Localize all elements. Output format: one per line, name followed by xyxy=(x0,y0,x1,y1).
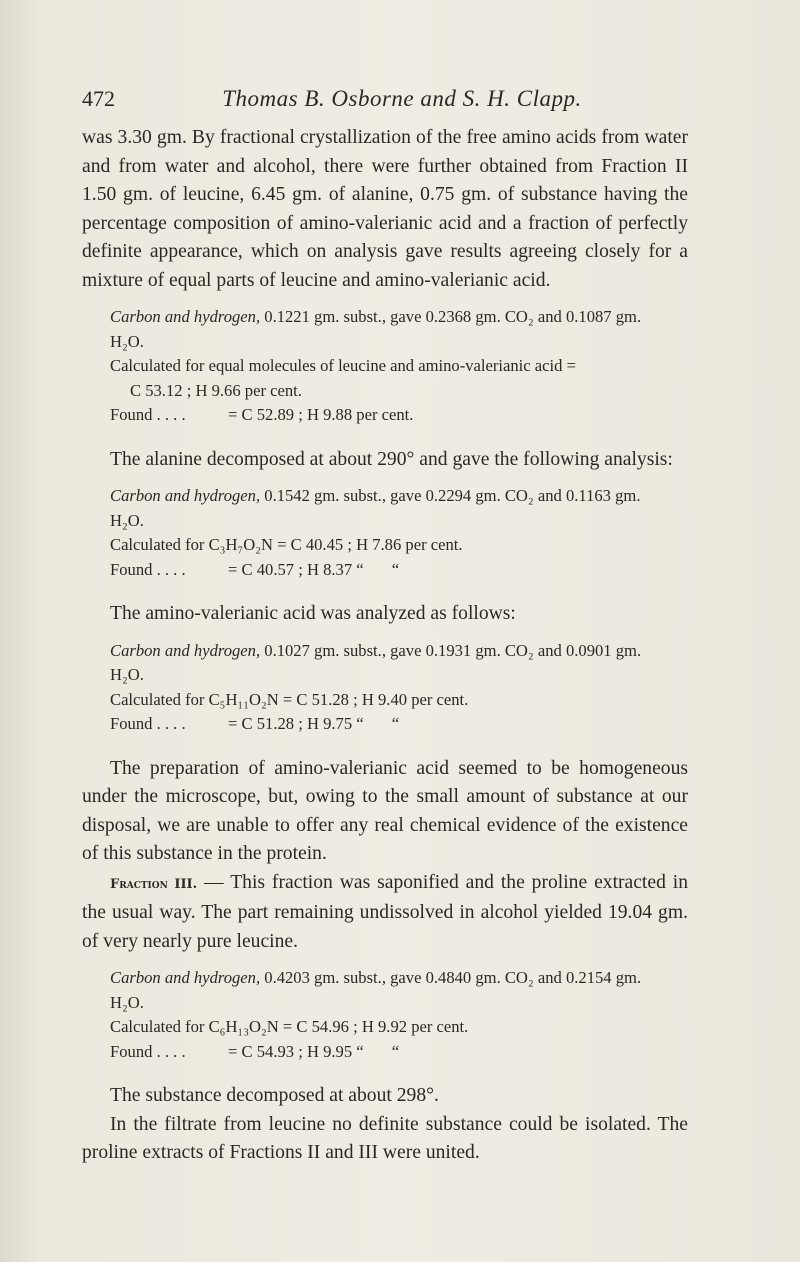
analysis-text: 0.1221 gm. subst., gave 0.2368 gm. CO₂ and 0.1087 gm. xyxy=(264,307,642,326)
analysis-continuation: H₂O. xyxy=(110,510,144,530)
analysis-label: Carbon and hydrogen, xyxy=(110,640,261,660)
analysis-continuation: H₂O. xyxy=(110,992,144,1012)
analysis-continuation: H₂O. xyxy=(110,665,144,684)
paragraph-alanine: The alanine decomposed at about 290° and gave the following analysis: xyxy=(110,448,673,470)
paragraph-amino-valerianic: The amino-valerianic acid was analyzed as follows: xyxy=(110,603,516,624)
found-value: = C 51.28 ; H 9.75 xyxy=(228,714,353,733)
analysis-block-amino-valerianic xyxy=(82,639,688,737)
ditto-marks: “ “ xyxy=(356,1041,412,1061)
analysis-text: 0.4203 gm. subst., gave 0.4840 gm. CO₂ and 0.2154 gm. xyxy=(264,968,642,987)
found-label: Found . . . . xyxy=(110,1041,186,1061)
analysis-line xyxy=(82,484,688,509)
analysis-block-mixture xyxy=(82,305,688,428)
found-line xyxy=(82,1040,688,1065)
analysis-block-alanine xyxy=(82,484,688,582)
analysis-line xyxy=(82,639,688,664)
calculated-line: Calculated for C₅H₁₁O₂N = C 51.28 ; H 9.40 per cent. xyxy=(110,689,469,709)
found-line xyxy=(82,712,688,737)
page-number: 472 xyxy=(82,86,115,111)
analysis-text: 0.1542 gm. subst., gave 0.2294 gm. CO₂ and 0.1163 gm. xyxy=(264,486,641,505)
calculated-line: Calculated for C₃H₇O₂N = C 40.45 ; H 7.86 per cent. xyxy=(110,535,463,554)
found-label: Found . . . . xyxy=(110,559,186,579)
calculated-line: Calculated for equal molecules of leucine and amino-valerianic acid = xyxy=(110,356,576,375)
paragraph-fraction-three xyxy=(82,869,688,957)
analysis-line xyxy=(82,305,688,330)
ditto-marks: “ “ xyxy=(356,559,412,579)
analysis-line xyxy=(82,966,688,991)
paragraph-decomposition: The substance decomposed at about 298°. xyxy=(110,1085,439,1106)
found-value: = C 54.93 ; H 9.95 xyxy=(228,1041,353,1061)
analysis-label: Carbon and hydrogen, xyxy=(110,486,261,505)
found-value: = C 40.57 ; H 8.37 xyxy=(228,559,353,579)
found-label: Found . . . . xyxy=(110,714,186,733)
fraction-text: — This fraction was saponified and the proline extracted in the usual way. The part remaining undissolved in alcohol yielded 19.04 gm. of very nearly pure leucine. xyxy=(82,871,689,952)
ditto-marks: “ “ xyxy=(356,714,412,733)
paragraph-preparation: The preparation of amino-valerianic acid seemed to be homogeneous under the microscope, but, owing to the small amount of substance at our disposal, we are unable to offer any real chemical evidence of the existence of this substance in the protein. xyxy=(82,757,688,864)
paragraph-crystallization: was 3.30 gm. By fractional crystallization of the free amino acids from water and from water and alcohol, there were further obtained from Fraction II 1.50 gm. of leucine, 6.45 gm. of alanine, 0.75 gm. of substance having the percentage composition of amino-valerianic acid and a fraction of perfectly definite appearance, which on analysis gave results agreeing closely for a mixture of equal parts of leucine and amino-valerianic acid. xyxy=(82,127,688,291)
analysis-label: Carbon and hydrogen, xyxy=(110,307,261,326)
found-line xyxy=(82,558,688,583)
found-value: = C 52.89 ; H 9.88 per cent. xyxy=(228,405,414,424)
analysis-continuation: H₂O. xyxy=(110,331,144,351)
fraction-heading: Fraction III. xyxy=(110,876,198,892)
calculated-continuation: C 53.12 ; H 9.66 per cent. xyxy=(130,380,302,400)
page-header xyxy=(82,86,722,118)
running-title: Thomas B. Osborne and S. H. Clapp. xyxy=(222,86,582,111)
found-label: Found . . . . xyxy=(110,405,186,424)
found-line xyxy=(82,403,688,428)
page-body xyxy=(82,124,688,1168)
analysis-block-leucine xyxy=(82,966,688,1064)
paragraph-filtrate: In the filtrate from leucine no definite substance could be isolated. The proline extracts of Fractions II and III were united. xyxy=(82,1113,688,1163)
analysis-text: 0.1027 gm. subst., gave 0.1931 gm. CO₂ and 0.0901 gm. xyxy=(264,640,642,660)
calculated-line: Calculated for C₆H₁₃O₂N = C 54.96 ; H 9.92 per cent. xyxy=(110,1017,469,1036)
analysis-label: Carbon and hydrogen, xyxy=(110,968,261,987)
